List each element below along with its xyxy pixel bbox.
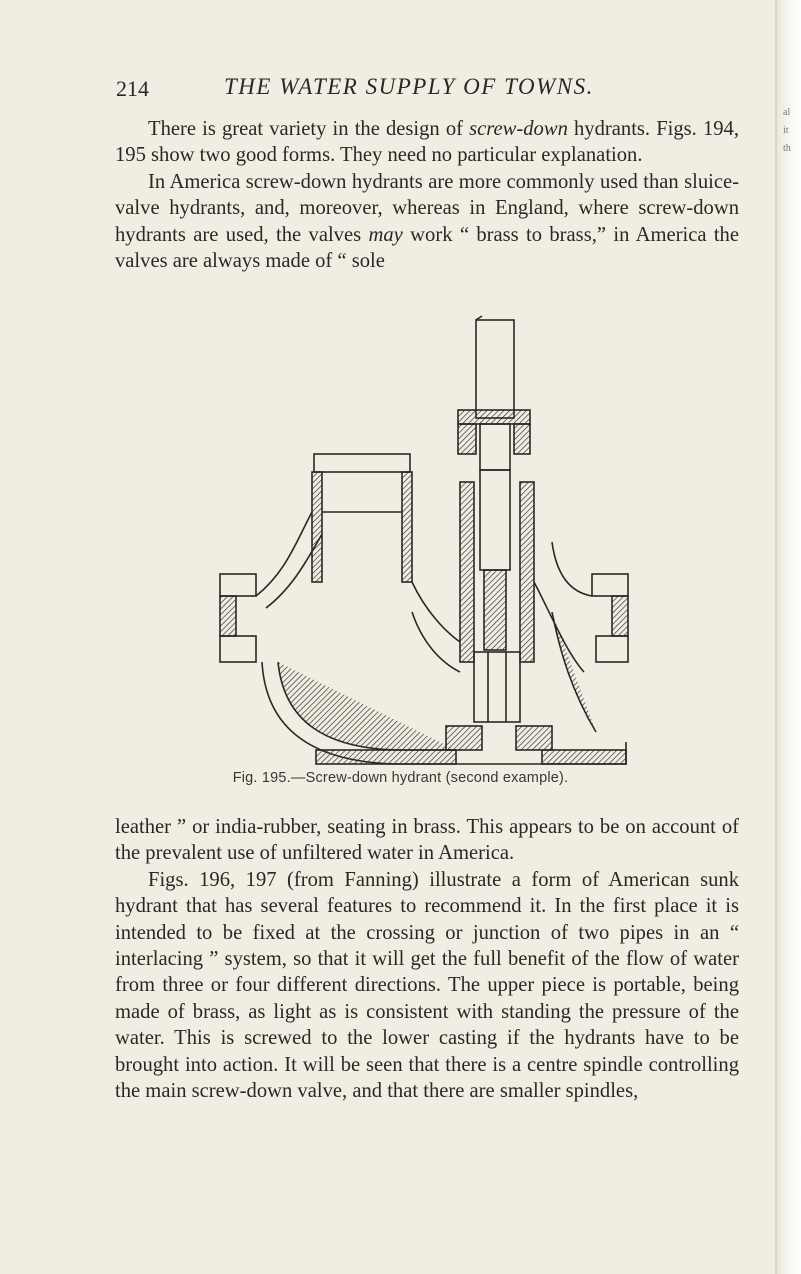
page-header <box>116 72 736 106</box>
paragraph-text: Figs. 196, 197 (from Fanning) illustrate a form of American sunk hydrant that has several features to recommend it. In the first place it is intended to be fixed at the crossing or junction of two pipes in an “ interlacing ” system, so that it will get the full benefit of the flow of water from three or four different directions. The upper piece is portable, being made of brass, as light as is consistent with standing the pressure of the water. This is screwed to the lower casting if the hydrants have to be brought into action. It will be seen that there is a centre spindle controlling the main screw-down valve, and that there are smaller spindles, <box>115 868 739 1103</box>
adjacent-page-edge <box>775 0 801 1274</box>
edge-letter: it <box>783 125 789 136</box>
edge-letter: al <box>783 107 791 118</box>
paragraph-text: leather ” or india-rubber, seating in brass. This appears to be on account of the prevalent use of unfiltered water in America. <box>115 816 739 865</box>
body-text-bottom <box>115 814 739 1104</box>
spindle-cap <box>476 320 514 418</box>
running-title: THE WATER SUPPLY OF TOWNS. <box>224 74 594 99</box>
paragraph <box>115 169 739 275</box>
paragraph-text: There is great variety in the design of <box>148 118 470 140</box>
italic-text: may <box>368 223 403 246</box>
italic-text: screw-down <box>469 118 568 140</box>
paragraph <box>115 116 739 169</box>
paragraph-text: work “ brass to brass,” in America the valves are always made of “ sole <box>115 223 739 273</box>
edge-letter: th <box>783 143 791 154</box>
adjacent-page-letters <box>783 104 797 158</box>
paragraph-text: hydrants. Figs. 194, 195 show two good forms. They need no particular explanation. <box>115 118 739 167</box>
paragraph <box>115 867 739 1105</box>
paragraph-text: In America screw-down hydrants are more commonly used than sluice-valve hydrants, and, moreover, whereas in England, where screw-down hydrants are used, the valves <box>115 170 739 246</box>
page-number: 214 <box>116 76 149 101</box>
paragraph <box>115 814 739 867</box>
figure-caption: Fig. 195.—Screw-down hydrant (second example). <box>232 770 569 786</box>
hydrant-figure <box>206 312 646 776</box>
outlet-rim <box>314 454 410 472</box>
body-text-top <box>115 116 739 274</box>
